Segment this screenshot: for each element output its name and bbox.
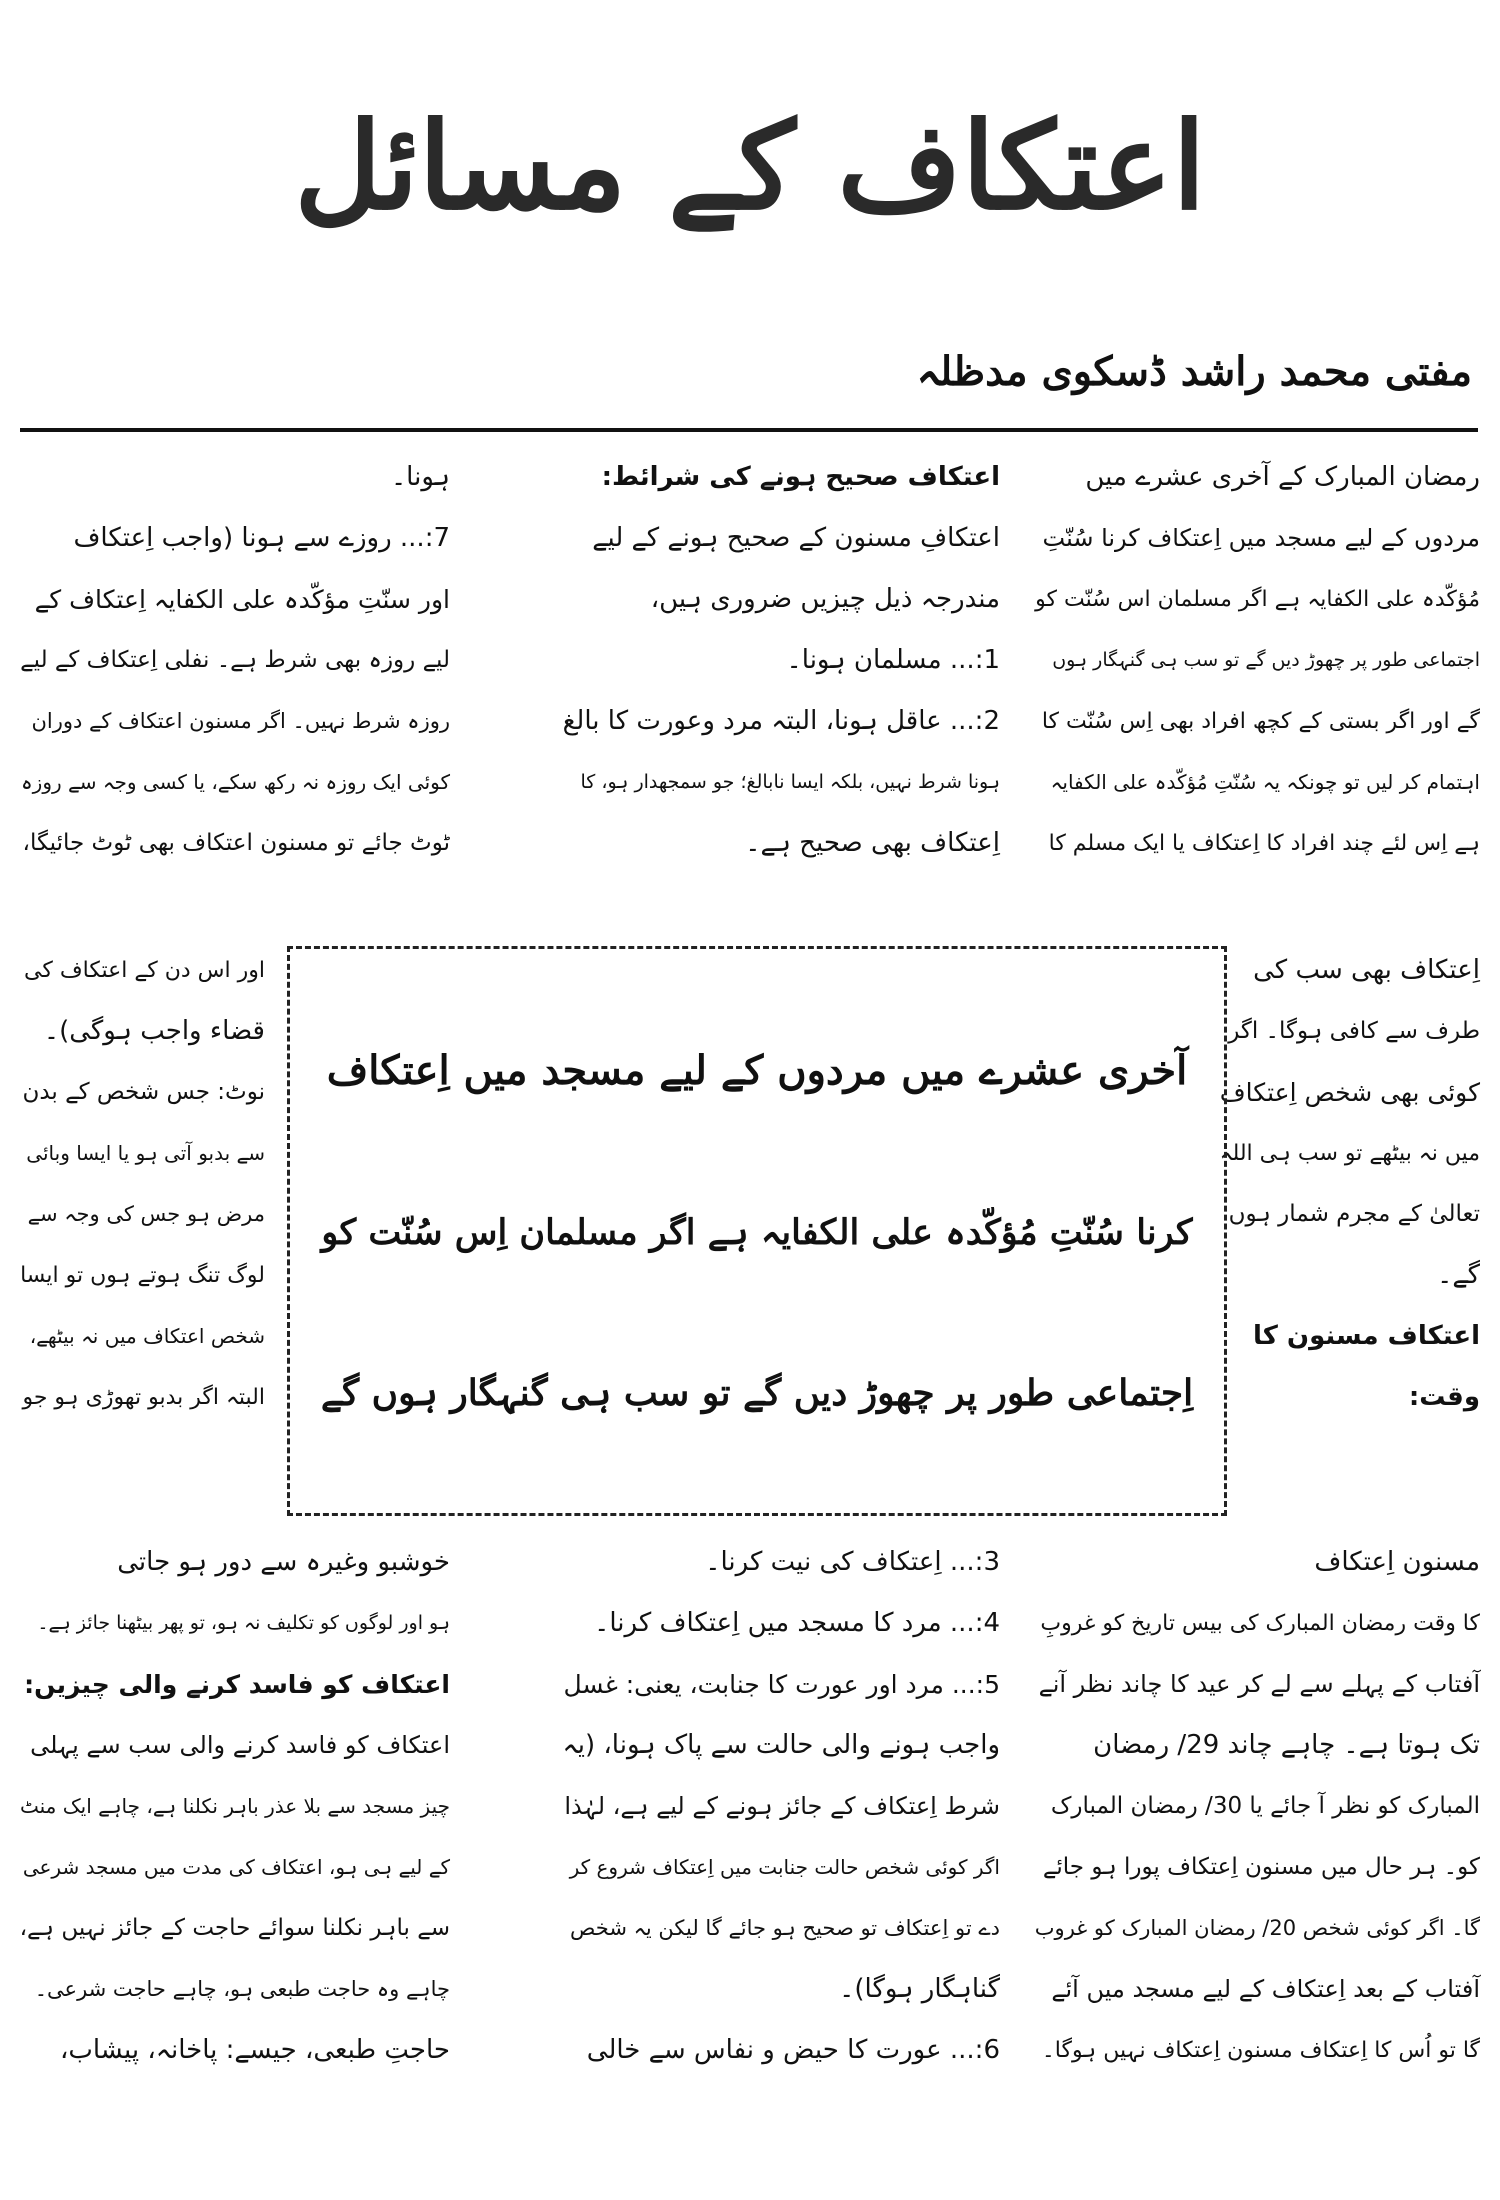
paragraph-line: اہتمام کر لیں تو چونکہ یہ سُنّتِ مُؤکّدہ علی الکفایہ: [1050, 770, 1480, 794]
paragraph-line: سے بدبو آتی ہو یا ایسا وبائی: [26, 1141, 265, 1165]
paragraph-line: اِعتکاف بھی صحیح ہے۔: [745, 828, 1000, 858]
paragraph-line: مردوں کے لیے مسجد میں اِعتکاف کرنا سُنّتِ: [1042, 524, 1480, 552]
section-heading: اعتکاف کو فاسد کرنے والی چیزیں:: [24, 1670, 450, 1699]
paragraph-line: آفتاب کے بعد اِعتکاف کے لیے مسجد میں آئے: [1051, 1975, 1480, 2003]
pull-quote-line: اِجتماعی طور پر چھوڑ دیں گے تو سب ہی گنہگار ہوں گے: [320, 1371, 1194, 1414]
paragraph-line: گے اور اگر بستی کے کچھ افراد بھی اِس سُنّت کا: [1041, 709, 1480, 734]
paragraph-line: ہو اور لوگوں کو تکلیف نہ ہو، تو پھر بیٹھنا جائز ہے۔: [37, 1612, 450, 1634]
column-right-narrow: [1220, 940, 1480, 1428]
section-heading: وقت:: [1408, 1382, 1480, 1412]
article-title: اعتکاف کے مسائل: [294, 96, 1206, 237]
list-item: 2:... عاقل ہونا، البتہ مرد وعورت کا بالغ: [562, 706, 1000, 736]
author-byline: مفتی محمد راشد ڈسکوی مدظلہ: [916, 348, 1472, 395]
paragraph-line: آفتاب کے پہلے سے لے کر عید کا چاند نظر آنے: [1038, 1670, 1480, 1698]
column-right-top: [1035, 447, 1480, 874]
paragraph-line: تعالیٰ کے مجرم شمار ہوں: [1228, 1201, 1480, 1227]
paragraph-line: حاجتِ طبعی، جیسے: پاخانہ، پیشاب،: [60, 2035, 450, 2065]
paragraph-line: گا تو اُس کا اِعتکاف مسنون اِعتکاف نہیں ہوگا۔: [1041, 2038, 1480, 2063]
column-middle-top: [560, 447, 1000, 874]
paragraph-line: طرف سے کافی ہوگا۔ اگر: [1228, 1018, 1480, 1044]
paragraph-line: مندرجہ ذیل چیزیں ضروری ہیں،: [650, 584, 1000, 614]
paragraph-line: روزہ شرط نہیں۔ اگر مسنون اعتکاف کے دوران: [31, 709, 450, 733]
paragraph-line: واجب ہونے والی حالت سے پاک ہونا، (یہ: [562, 1730, 1000, 1760]
paragraph-line: مسنون اِعتکاف: [1314, 1547, 1480, 1577]
list-item: 4:... مرد کا مسجد میں اِعتکاف کرنا۔: [594, 1608, 1000, 1638]
column-left-narrow: [20, 940, 265, 1428]
paragraph-line: مرض ہو جس کی وجہ سے: [27, 1202, 265, 1226]
paragraph-line: لیے روزہ بھی شرط ہے۔ نفلی اِعتکاف کے لیے: [20, 647, 450, 673]
section-heading: اعتکاف مسنون کا: [1252, 1321, 1480, 1351]
paragraph-line: شخص اعتکاف میں نہ بیٹھے،: [29, 1324, 265, 1348]
paragraph-line: البتہ اگر بدبو تھوڑی ہو جو: [22, 1385, 265, 1410]
paragraph-line: دے تو اِعتکاف تو صحیح ہو جائے گا لیکن یہ شخص: [570, 1916, 1000, 1940]
paragraph-line: گناہگار ہوگا)۔: [839, 1974, 1000, 2004]
column-left-top: [20, 447, 450, 874]
paragraph-line: چاہے وہ حاجت طبعی ہو، چاہے حاجت شرعی۔: [34, 1977, 450, 2001]
list-item: 7:... روزے سے ہونا (واجب اِعتکاف: [73, 523, 450, 553]
section-heading: اعتکاف صحیح ہونے کی شرائط:: [601, 462, 1000, 492]
paragraph-line: اِعتکاف بھی سب کی: [1253, 955, 1480, 985]
paragraph-line: کو۔ ہر حال میں مسنون اِعتکاف پورا ہو جائے: [1042, 1854, 1480, 1880]
paragraph-line: اگر کوئی شخص حالت جنابت میں اِعتکاف شروع کر: [569, 1855, 1000, 1879]
paragraph-line: اعتکافِ مسنون کے صحیح ہونے کے لیے: [592, 523, 1000, 553]
pull-quote-box: [287, 946, 1227, 1516]
paragraph-line: ہونا۔: [390, 462, 450, 492]
note-line: نوٹ: جس شخص کے بدن: [22, 1079, 265, 1105]
header-divider: [20, 428, 1478, 432]
list-item: 6:... عورت کا حیض و نفاس سے خالی: [586, 2035, 1000, 2065]
paragraph-line: قضاء واجب ہوگی)۔: [43, 1016, 265, 1046]
paragraph-line: ہے اِس لئے چند افراد کا اِعتکاف یا ایک مسلم کا: [1048, 831, 1480, 856]
paragraph-line: لوگ تنگ ہوتے ہوں تو ایسا: [20, 1263, 265, 1288]
paragraph-line: گے۔: [1437, 1260, 1480, 1290]
paragraph-line: اور اس دن کے اعتکاف کی: [24, 958, 265, 983]
list-item: 5:... مرد اور عورت کا جنابت، یعنی: غسل: [563, 1670, 1000, 1699]
paragraph-line: کوئی بھی شخص اِعتکاف: [1219, 1078, 1480, 1107]
paragraph-line: ہونا شرط نہیں، بلکہ ایسا نابالغ؛ جو سمجھدار ہو، کا: [580, 771, 1000, 793]
column-left-bottom: [20, 1532, 450, 2081]
paragraph-line: تک ہوتا ہے۔ چاہے چاند 29/ رمضان: [1093, 1730, 1480, 1760]
paragraph-line: کوئی ایک روزہ نہ رکھ سکے، یا کسی وجہ سے روزہ: [20, 770, 450, 794]
paragraph-line: سے باہر نکلنا سوائے حاجت کے جائز نہیں ہے،: [19, 1915, 450, 1941]
paragraph-line: اور سنّتِ مؤکّدہ علی الکفایہ اِعتکاف کے: [34, 585, 450, 614]
paragraph-line: رمضان المبارک کے آخری عشرے میں: [1085, 462, 1480, 492]
list-item: 1:... مسلمان ہونا۔: [786, 645, 1000, 675]
paragraph-line: مُؤکّدہ علی الکفایہ ہے اگر مسلمان اس سُنّت کو: [1035, 587, 1480, 612]
pull-quote-line: آخری عشرے میں مردوں کے لیے مسجد میں اِعتکاف: [326, 1047, 1188, 1095]
paragraph-line: کے لیے ہی ہو، اعتکاف کی مدت میں مسجد شرعی: [22, 1855, 450, 1879]
paragraph-line: اجتماعی طور پر چھوڑ دیں گے تو سب ہی گنہگار ہوں: [1052, 649, 1480, 671]
paragraph-line: کا وقت رمضان المبارک کی بیس تاریخ کو غروبِ: [1040, 1611, 1480, 1636]
paragraph-line: گا۔ اگر کوئی شخص 20/ رمضان المبارک کو غروب: [1034, 1916, 1480, 1940]
paragraph-line: ٹوٹ جائے تو مسنون اعتکاف بھی ٹوٹ جائیگا،: [22, 830, 450, 856]
pull-quote-line: کرنا سُنّتِ مُؤکّدہ علی الکفایہ ہے اگر مسلمان اِس سُنّت کو: [321, 1212, 1193, 1254]
paragraph-line: میں نہ بیٹھے تو سب ہی اللہ: [1219, 1141, 1480, 1166]
paragraph-line: اعتکاف کو فاسد کرنے والی سب سے پہلی: [30, 1731, 450, 1759]
list-item: 3:... اِعتکاف کی نیت کرنا۔: [705, 1547, 1000, 1577]
paragraph-line: شرط اِعتکاف کے جائز ہونے کے لیے ہے، لہٰذا: [564, 1792, 1000, 1820]
paragraph-line: خوشبو وغیرہ سے دور ہو جاتی: [117, 1547, 450, 1577]
column-middle-bottom: [560, 1532, 1000, 2081]
column-right-bottom: [1035, 1532, 1480, 2081]
paragraph-line: چیز مسجد سے بلا عذر باہر نکلنا ہے، چاہے ایک منٹ: [19, 1794, 450, 1818]
paragraph-line: المبارک کو نظر آ جائے یا 30/ رمضان المبارک: [1050, 1793, 1480, 1819]
